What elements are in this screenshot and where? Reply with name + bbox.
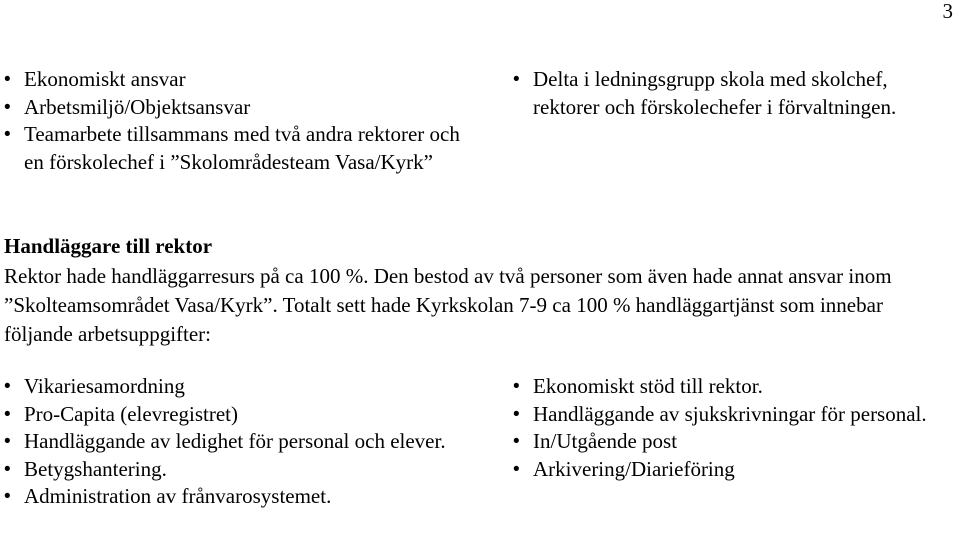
list-item: • Vikariesamordning <box>4 373 474 401</box>
paragraph-text: Rektor hade handläggarresurs på ca 100 %. Den bestod av två personer som även hade annat ansvar inom ”Skolteamsområdet Vasa/Kyrk”. Totalt sett hade Kyrkskolan 7-9 ca 100 % handläggartjänst som innebar följande arbetsuppgifter: <box>4 264 892 346</box>
list-item: • In/Utgående post <box>513 428 953 456</box>
list-item: • Ekonomiskt stöd till rektor. <box>513 373 953 401</box>
tasks-list-left <box>4 373 474 511</box>
list-item: • Administration av frånvarosystemet. <box>4 483 474 511</box>
leadership-list <box>513 66 953 121</box>
list-item: • Betygshantering. <box>4 456 474 484</box>
list-item: • Handläggande av sjukskrivningar för personal. <box>513 401 953 429</box>
tasks-list-right <box>513 373 953 483</box>
list-item: • Arkivering/Diarieföring <box>513 456 953 484</box>
list-item: • Handläggande av ledighet för personal och elever. <box>4 428 474 456</box>
list-item: • Pro-Capita (elevregistret) <box>4 401 474 429</box>
list-item: • Delta i ledningsgrupp skola med skolchef, rektorer och förskolechefer i förvaltningen. <box>513 66 953 121</box>
section-heading: Handläggare till rektor <box>4 234 213 258</box>
section-paragraph <box>4 262 954 349</box>
page-number: 3 <box>942 0 953 23</box>
list-item: • Arbetsmiljö/Objektsansvar <box>4 94 464 122</box>
list-item: • Teamarbete tillsammans med två andra rektorer och en förskolechef i ”Skolområdesteam Vasa/Kyrk” <box>4 121 464 176</box>
list-item: • Ekonomiskt ansvar <box>4 66 464 94</box>
responsibilities-list <box>4 66 464 176</box>
